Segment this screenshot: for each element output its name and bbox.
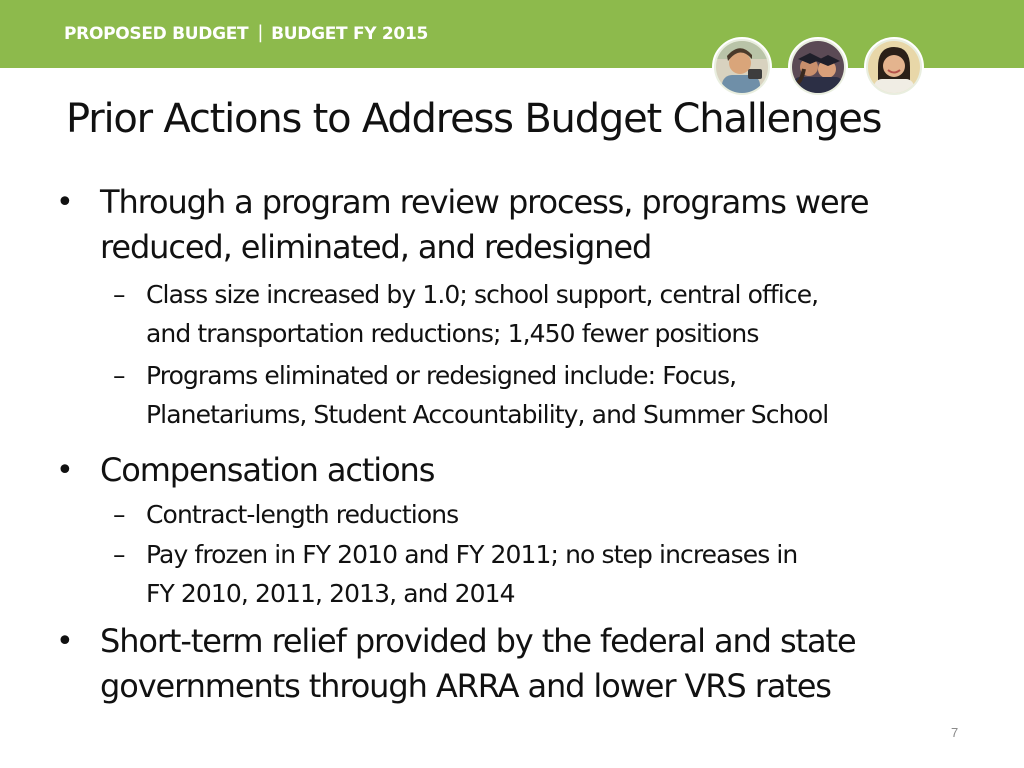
header-label-right: BUDGET FY 2015 (271, 23, 429, 44)
sub-list-item (113, 356, 966, 434)
sub-list-item-text-line: Contract-length reductions (146, 500, 459, 529)
dash-marker: – (113, 280, 125, 309)
dash-marker: – (113, 361, 125, 390)
bullet-marker: • (56, 624, 73, 659)
list-item-text-line: Compensation actions (100, 451, 435, 489)
list-item-text-line: Short-term relief provided by the federal and state (100, 622, 856, 660)
sub-list-item-text-line: Pay frozen in FY 2010 and FY 2011; no step increases in (146, 540, 798, 569)
sub-list-item-text-line: Planetariums, Student Accountability, and Summer School (146, 400, 829, 429)
list-item-text-line: governments through ARRA and lower VRS rates (100, 667, 831, 705)
sub-list-item-text-line: Class size increased by 1.0; school support, central office, (146, 280, 819, 309)
list-item (56, 448, 980, 493)
bullet-marker: • (56, 453, 73, 488)
sub-list-item (113, 535, 966, 613)
sub-list-item (113, 495, 966, 534)
sub-list-item (113, 275, 966, 353)
sub-list-item-text-line: Programs eliminated or redesigned include: Focus, (146, 361, 737, 390)
list-item-text-line: reduced, eliminated, and redesigned (100, 228, 652, 266)
dash-marker: – (113, 540, 125, 569)
list-item-text-line: Through a program review process, programs were (100, 183, 869, 221)
sub-list-item-text-line: and transportation reductions; 1,450 fewer positions (146, 319, 759, 348)
header-label-left: PROPOSED BUDGET (64, 23, 249, 44)
header-separator: | (257, 22, 264, 43)
list-item (56, 180, 980, 270)
list-item (56, 619, 980, 709)
slide-title: Prior Actions to Address Budget Challenges (66, 96, 882, 142)
bullet-marker: • (56, 185, 73, 220)
sub-list-item-text-line: FY 2010, 2011, 2013, and 2014 (146, 579, 515, 608)
page-number: 7 (951, 725, 959, 740)
dash-marker: – (113, 500, 125, 529)
